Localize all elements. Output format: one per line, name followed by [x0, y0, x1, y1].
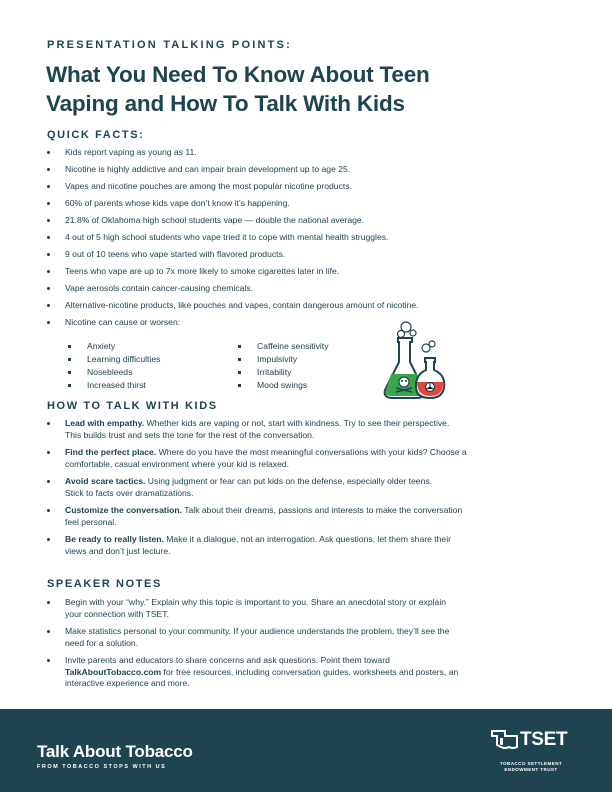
square-bullet-icon [238, 345, 241, 348]
list-item: Teens who vape are up to 7x more likely to smoke cigarettes later in life. [47, 266, 567, 278]
page-title [46, 60, 576, 118]
how-to-talk-heading: HOW TO TALK WITH KIDS [47, 400, 218, 412]
square-bullet-icon [238, 358, 241, 361]
list-item: Kids report vaping as young as 11. [47, 147, 567, 159]
bullet-icon [47, 168, 50, 171]
list-item: 9 out of 10 teens who vape started with flavored products. [47, 249, 567, 261]
bullet-icon [47, 451, 50, 454]
bullet-icon [47, 270, 50, 273]
square-bullet-icon [68, 371, 71, 374]
effects-list-col1 [68, 340, 160, 392]
bullet-icon [47, 480, 50, 483]
list-item: Nicotine is highly addictive and can impair brain development up to age 25. [47, 164, 567, 176]
list-item: 4 out of 5 high school students who vape tried it to cope with mental health struggles. [47, 232, 567, 244]
bullet-icon [47, 659, 50, 662]
list-item: Be ready to really listen. Make it a dialogue, not an interrogation. Ask questions, let them share their views and don’t just lecture. [47, 534, 577, 557]
list-item: Mood swings [238, 379, 329, 392]
quick-facts-list [47, 147, 567, 329]
speaker-notes-list [47, 597, 577, 690]
list-item: Find the perfect place. Where do you have the most meaningful conversations with your kids? Choose a comfortable, casual environment where your kid is relaxed. [47, 447, 577, 470]
bullet-icon [47, 253, 50, 256]
list-item: Impulsivity [238, 353, 329, 366]
bullet-icon [47, 287, 50, 290]
list-item: Anxiety [68, 340, 160, 353]
bullet-icon [47, 509, 50, 512]
list-item: Increased thirst [68, 379, 160, 392]
toxic-flasks-illustration [354, 318, 449, 400]
brand-name: Talk About Tobacco [37, 742, 193, 761]
square-bullet-icon [68, 384, 71, 387]
list-item: Customize the conversation. Talk about their dreams, passions and interests to make the conversation feel personal. [47, 505, 577, 528]
quick-facts-heading: QUICK FACTS: [47, 129, 145, 141]
list-item: Invite parents and educators to share concerns and ask questions. Point them toward TalkAboutTobacco.com for free resources, including conversation guides, worksheets and posters, an interactive experience and more. [47, 655, 577, 690]
tset-subtitle: TOBACCO SETTLEMENT ENDOWMENT TRUST [499, 761, 563, 772]
bullet-icon [47, 304, 50, 307]
title-line-1: What You Need To Know About Teen [46, 62, 430, 87]
brand-tagline: FROM TOBACCO STOPS WITH US [37, 764, 167, 770]
tset-wordmark: TSET [520, 729, 568, 750]
bullet-icon [47, 538, 50, 541]
list-item: Vape aerosols contain cancer-causing chemicals. [47, 283, 567, 295]
list-item: Nicotine can cause or worsen: [47, 317, 567, 329]
square-bullet-icon [68, 358, 71, 361]
list-item: 60% of parents whose kids vape don’t know it’s happening. [47, 198, 567, 210]
bullet-icon [47, 422, 50, 425]
list-item: 21.8% of Oklahoma high school students vape — double the national average. [47, 215, 567, 227]
list-item: Nosebleeds [68, 366, 160, 379]
title-line-2: Vaping and How To Talk With Kids [46, 91, 405, 116]
speaker-notes-heading: SPEAKER NOTES [47, 578, 162, 590]
list-item: Lead with empathy. Whether kids are vaping or not, start with kindness. Try to see their perspective. This builds trust and sets the tone for the rest of the conversation. [47, 418, 577, 441]
list-item: Vapes and nicotine pouches are among the most popular nicotine products. [47, 181, 567, 193]
list-item: Begin with your “why.” Explain why this topic is important to you. Share an anecdotal story or explain your connection with TSET. [47, 597, 577, 620]
square-bullet-icon [238, 371, 241, 374]
bullet-icon [47, 185, 50, 188]
how-to-talk-list [47, 418, 577, 557]
effects-list-col2 [238, 340, 329, 392]
bullet-icon [47, 321, 50, 324]
list-item: Irritability [238, 366, 329, 379]
square-bullet-icon [238, 384, 241, 387]
list-item: Learning difficulties [68, 353, 160, 366]
bullet-icon [47, 236, 50, 239]
list-item: Avoid scare tactics. Using judgment or fear can put kids on the defense, especially older teens. Stick to facts over dramatizations. [47, 476, 577, 499]
list-item: Caffeine sensitivity [238, 340, 329, 353]
eyebrow: PRESENTATION TALKING POINTS: [47, 39, 292, 51]
oklahoma-state-logo [491, 730, 518, 750]
bullet-icon [47, 630, 50, 633]
bullet-icon [47, 151, 50, 154]
square-bullet-icon [68, 345, 71, 348]
list-item: Make statistics personal to your community. If your audience understands the problem, they’ll see the need for a solution. [47, 626, 577, 649]
website-link[interactable]: TalkAboutTobacco.com [65, 666, 162, 677]
bullet-icon [47, 601, 50, 604]
bullet-icon [47, 202, 50, 205]
bullet-icon [47, 219, 50, 222]
footer-band [0, 709, 612, 792]
list-item: Alternative-nicotine products, like pouches and vapes, contain dangerous amount of nicotine. [47, 300, 567, 312]
